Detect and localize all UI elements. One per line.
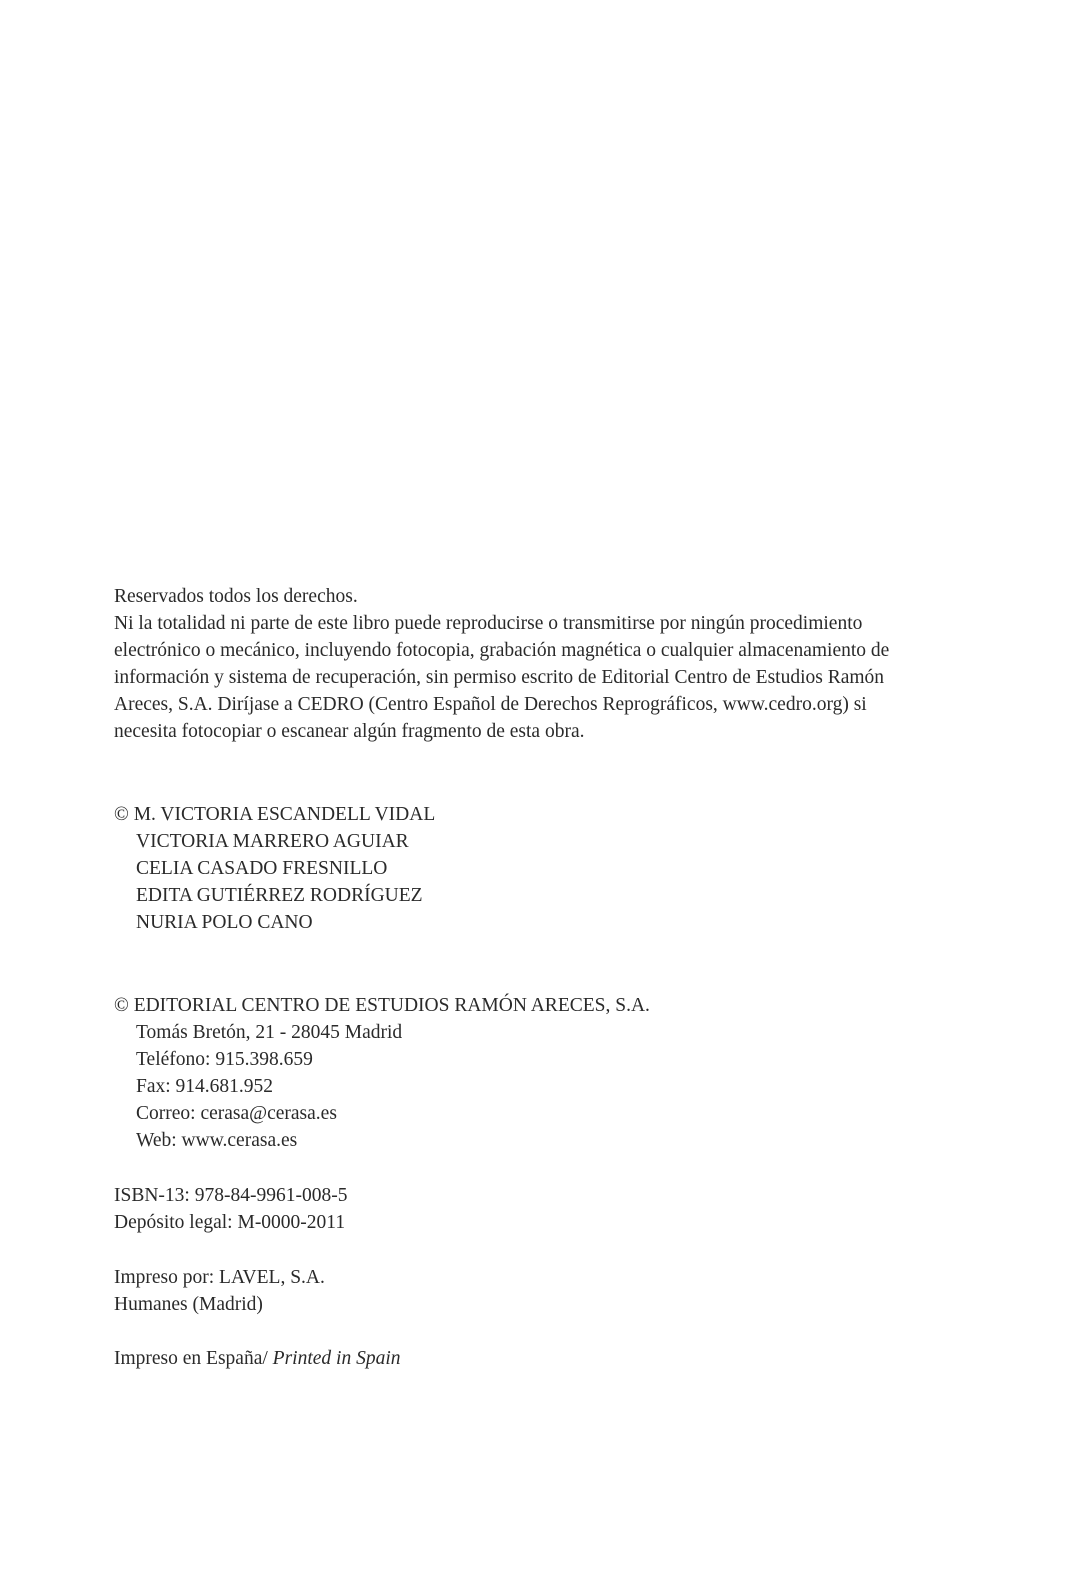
author-5: NURIA POLO CANO: [136, 912, 313, 933]
publisher-name: © EDITORIAL CENTRO DE ESTUDIOS RAMÓN ARECES, S.A.: [114, 995, 650, 1016]
authors-copyright: [114, 801, 435, 936]
rights-heading: Reservados todos los derechos.: [114, 586, 358, 607]
publisher-fax: Fax: 914.681.952: [136, 1076, 274, 1097]
printed-in-english: Printed in Spain: [272, 1348, 401, 1369]
rights-line-4: Areces, S.A. Diríjase a CEDRO (Centro Español de Derechos Reprográficos, www.cedro.org) si: [114, 694, 867, 715]
printed-in-line: [114, 1345, 401, 1372]
isbn: ISBN-13: 978-84-9961-008-5: [114, 1185, 348, 1206]
author-4: EDITA GUTIÉRREZ RODRÍGUEZ: [136, 885, 423, 906]
legal-info: [114, 1182, 347, 1236]
rights-line-5: necesita fotocopiar o escanear algún fragmento de esta obra.: [114, 721, 585, 742]
author-2: VICTORIA MARRERO AGUIAR: [136, 831, 409, 852]
printer-location: Humanes (Madrid): [114, 1294, 263, 1315]
printer-info: [114, 1264, 325, 1318]
legal-deposit: Depósito legal: M-0000-2011: [114, 1212, 346, 1233]
publisher-web: Web: www.cerasa.es: [136, 1130, 298, 1151]
author-3: CELIA CASADO FRESNILLO: [136, 858, 388, 879]
printed-in-spanish: Impreso en España/: [114, 1348, 273, 1369]
publisher-address: Tomás Bretón, 21 - 28045 Madrid: [136, 1022, 403, 1043]
printer-name: Impreso por: LAVEL, S.A.: [114, 1267, 325, 1288]
rights-line-1: Ni la totalidad ni parte de este libro puede reproducirse o transmitirse por ningún procedimiento: [114, 613, 863, 634]
rights-line-2: electrónico o mecánico, incluyendo fotocopia, grabación magnética o cualquier almacenamiento de: [114, 640, 890, 661]
printed-in: [114, 1345, 401, 1372]
author-1: © M. VICTORIA ESCANDELL VIDAL: [114, 804, 436, 825]
rights-notice: [114, 583, 990, 745]
rights-line-3: información y sistema de recuperación, sin permiso escrito de Editorial Centro de Estudios Ramón: [114, 667, 885, 688]
publisher-email: Correo: cerasa@cerasa.es: [136, 1103, 337, 1124]
publisher-phone: Teléfono: 915.398.659: [136, 1049, 313, 1070]
publisher-info: [114, 992, 650, 1154]
